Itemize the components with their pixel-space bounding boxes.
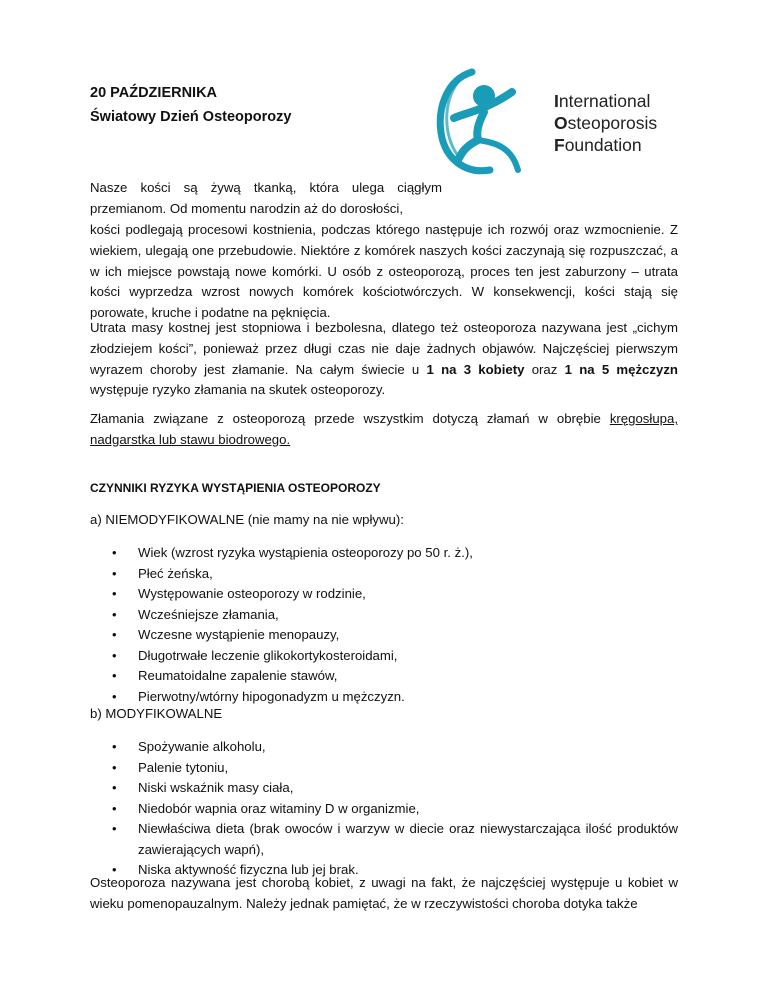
p2-text-mid: oraz bbox=[524, 361, 565, 377]
logo-initial-f: F bbox=[554, 135, 565, 155]
iof-logo bbox=[428, 66, 698, 176]
list-item: • Niedobór wapnia oraz witaminy D w organizmie, bbox=[90, 799, 678, 820]
list-item: • Wczesne wystąpienie menopauzy, bbox=[90, 625, 678, 646]
bullet-icon: • bbox=[112, 565, 117, 581]
list-item: • Niski wskaźnik masy ciała, bbox=[90, 778, 678, 799]
bullet-icon: • bbox=[112, 688, 117, 704]
bullet-icon: • bbox=[112, 759, 117, 775]
bullet-icon: • bbox=[112, 606, 117, 622]
p2-text-before: Utrata masy kostnej jest stopniowa i bezbolesna, dlatego też osteoporoza nazywana jest „cichym złodziejem kości”, ponieważ przez długi czas nie daje żadnych objawów. Najczęściej pierwszym wyrazem choroby jest złamanie. Na całym świecie u bbox=[90, 320, 678, 377]
modifiable-heading: b) MODYFIKOWALNE bbox=[90, 706, 223, 721]
risk-factors-heading: CZYNNIKI RYZYKA WYSTĄPIENIA OSTEOPOROZY bbox=[90, 481, 381, 495]
iof-figure-icon bbox=[428, 66, 548, 176]
list-item: • Niewłaściwa dieta (brak owoców i warzyw w diecie oraz niewystarczająca ilość produktów zawierających wapń), bbox=[112, 821, 678, 857]
bullet-icon: • bbox=[112, 780, 117, 795]
bullet-icon: • bbox=[112, 668, 117, 683]
logo-initial-i: I bbox=[554, 91, 559, 111]
bullet-icon: • bbox=[112, 800, 117, 816]
logo-initial-o: O bbox=[554, 113, 568, 133]
bullet-icon: • bbox=[112, 586, 117, 601]
bullet-icon: • bbox=[112, 545, 117, 560]
p2-bold-women: 1 na 3 kobiety bbox=[426, 361, 525, 377]
list-item: • Reumatoidalne zapalenie stawów, bbox=[90, 666, 678, 687]
list-item: • Występowanie osteoporozy w rodzinie, bbox=[90, 584, 678, 605]
paragraph-silent-thief bbox=[90, 318, 678, 401]
list-item: • Długotrwałe leczenie glikokortykosteroidami, bbox=[90, 646, 678, 667]
intro-paragraph-rest: kości podlegają procesowi kostnienia, podczas którego następuje ich rozwój oraz wzmocnienie. Z wiekiem, ulegają one przebudowie. Niektóre z komórek naszych kości zaczynają się rozpuszczać, a w ich miejsce powstają nowe komórki. U osób z osteoporozą, proces ten jest zaburzony – utrata kości wyprzedza wzrost nowych komórek kościotwórczych. W konsekwencji, kości stają się porowate, kruche i podatne na pęknięcia. bbox=[90, 222, 678, 321]
date-heading: 20 PAŹDZIERNIKA bbox=[90, 85, 218, 101]
p3-underlined-sites: kręgosłupa, nadgarstka lub stawu biodrowego. bbox=[90, 411, 678, 447]
list-item: • Palenie tytoniu, bbox=[90, 758, 678, 779]
day-name-heading: Światowy Dzień Osteoporozy bbox=[90, 109, 292, 125]
intro-line-1: Nasze kości są żywą tkanką, która ulega ciągłym bbox=[90, 180, 442, 195]
list-item: • Wiek (wzrost ryzyka wystąpienia osteoporozy po 50 r. ż.), bbox=[90, 543, 678, 564]
p2-text-after: występuje ryzyko złamania na skutek osteoporozy. bbox=[90, 382, 386, 398]
list-item: • Wcześniejsze złamania, bbox=[90, 605, 678, 626]
bullet-icon: • bbox=[112, 627, 117, 642]
list-item: • Pierwotny/wtórny hipogonadyzm u mężczyzn. bbox=[90, 687, 678, 708]
bullet-icon: • bbox=[112, 862, 117, 877]
logo-line1: nternational bbox=[558, 91, 651, 111]
logo-line3: oundation bbox=[564, 135, 642, 155]
list-item: • Niska aktywność fizyczna lub jej brak. bbox=[90, 860, 678, 881]
paragraph-women-disease: Osteoporoza nazywana jest chorobą kobiet, z uwagi na fakt, że najczęściej występuje u kobiet w wieku pomenopauzalnym. Należy jednak pamiętać, że w rzeczywistości choroba dotyka także bbox=[90, 875, 678, 911]
logo-line2: steoporosis bbox=[567, 113, 658, 133]
bullet-icon: • bbox=[112, 647, 117, 663]
iof-wordmark bbox=[554, 90, 657, 156]
intro-line-2: przemianom. Od momentu narodzin aż do dorosłości, bbox=[90, 201, 403, 216]
bullet-icon: • bbox=[112, 739, 117, 754]
non-modifiable-list bbox=[90, 543, 678, 707]
p2-bold-men: 1 na 5 mężczyzn bbox=[564, 361, 678, 377]
bullet-icon: • bbox=[112, 821, 117, 836]
list-item: • Płeć żeńska, bbox=[90, 564, 678, 585]
list-item: • Spożywanie alkoholu, bbox=[90, 737, 678, 758]
p3-text-before: Złamania związane z osteoporozą przede wszystkim dotyczą złamań w obrębie bbox=[90, 411, 610, 426]
paragraph-fractures bbox=[90, 409, 678, 451]
modifiable-list bbox=[90, 737, 678, 881]
non-modifiable-heading: a) NIEMODYFIKOWALNE (nie mamy na nie wpływu): bbox=[90, 512, 404, 527]
